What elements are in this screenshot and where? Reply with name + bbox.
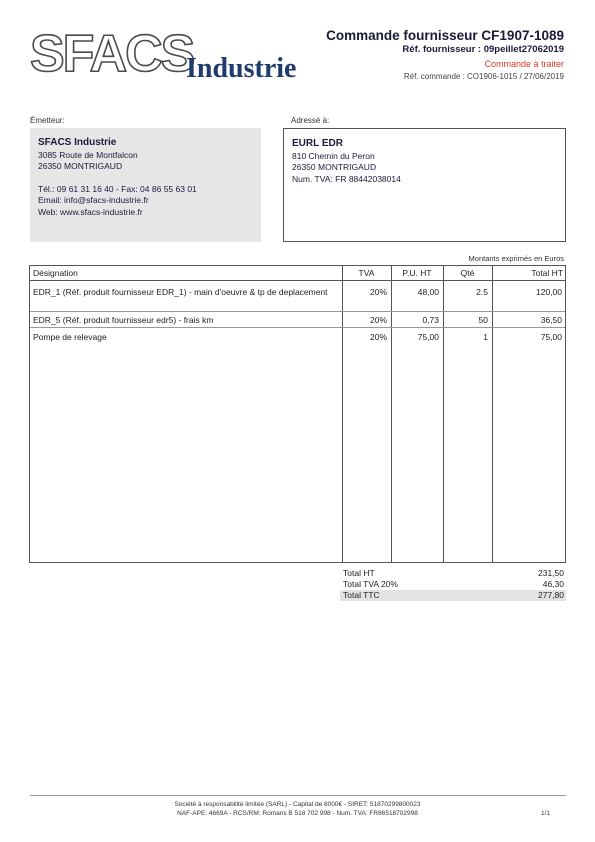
row-tva: 20% xyxy=(369,287,387,297)
order-status: Commande à traiter xyxy=(484,59,564,69)
recipient-address-line2: 26350 MONTRIGAUD xyxy=(292,162,377,172)
total-tva-row xyxy=(340,579,566,590)
row-unit-price: 48,00 xyxy=(417,287,439,297)
emitter-label: Émetteur: xyxy=(30,116,65,125)
row-designation: EDR_5 (Réf. produit fournisseur edr5) - frais km xyxy=(33,315,214,325)
total-ht-row xyxy=(340,568,566,579)
page-number: 1/1 xyxy=(540,810,550,817)
row-designation: EDR_1 (Réf. produit fournisseur EDR_1) - main d'oeuvre & tp de deplacement xyxy=(33,287,328,297)
emitter-phone-fax: Tél.: 09 61 31 16 40 - Fax: 04 86 55 63 01 xyxy=(38,183,197,194)
recipient-address-line1: 810 Chemin du Peron xyxy=(292,150,375,161)
total-ht-value: 231,50 xyxy=(538,568,564,578)
header-total: Total HT xyxy=(531,268,563,278)
row-designation: Pompe de relevage xyxy=(33,332,107,342)
row-unit-price: 75,00 xyxy=(417,332,439,342)
row-total: 36,50 xyxy=(540,315,562,325)
row-quantity: 50 xyxy=(478,315,488,325)
recipient-label: Adressé à: xyxy=(291,116,330,125)
row-tva: 20% xyxy=(369,332,387,342)
recipient-name: EURL EDR xyxy=(292,138,343,149)
footer-divider xyxy=(30,795,566,796)
recipient-box xyxy=(283,128,566,242)
emitter-email: Email: info@sfacs-industrie.fr xyxy=(38,195,149,205)
table-header xyxy=(30,266,565,281)
total-ttc-label: Total TTC xyxy=(343,590,380,600)
order-lines-table xyxy=(29,265,566,563)
order-reference: Réf. commande : CO1906-1015 / 27/06/2019 xyxy=(403,72,564,81)
total-ht-label: Total HT xyxy=(343,568,375,578)
total-ttc-value: 277,80 xyxy=(538,590,564,600)
logo-sfacs-mark: SFACS xyxy=(30,25,194,83)
currency-note: Montants exprimés en Euros xyxy=(468,254,564,263)
footer-legal-line2: NAF-APE: 4669A - RCS/RM: Romans B 518 702 998 - Num. TVA: FR86518702998 xyxy=(177,810,418,817)
emitter-address-line2: 26350 MONTRIGAUD xyxy=(38,161,123,171)
row-tva: 20% xyxy=(369,315,387,325)
total-tva-value: 46,30 xyxy=(542,579,564,589)
total-tva-label: Total TVA 20% xyxy=(343,579,398,589)
recipient-vat-number: Num. TVA: FR 88442038014 xyxy=(292,173,401,184)
document-title: Commande fournisseur CF1907-1089 xyxy=(326,28,564,43)
row-quantity: 1 xyxy=(483,332,488,342)
emitter-box xyxy=(30,128,261,242)
footer-legal-line1: Société à responsabilité limitée (SARL) - Capital de 8000€ - SIRET: 51870299800023 xyxy=(174,801,421,808)
header-unit-price: P.U. HT xyxy=(402,268,432,278)
emitter-address-line1: 3085 Route de Montfalcon xyxy=(38,149,138,160)
header-tva: TVA xyxy=(358,268,375,278)
row-total: 120,00 xyxy=(536,287,562,297)
row-quantity: 2.5 xyxy=(476,287,488,297)
row-unit-price: 0,73 xyxy=(422,315,439,325)
row-total: 75,00 xyxy=(540,332,562,342)
total-ttc-row xyxy=(340,590,566,601)
emitter-website: Web: www.sfacs-industrie.fr xyxy=(38,206,143,217)
emitter-name: SFACS Industrie xyxy=(38,137,117,148)
header-quantity: Qté xyxy=(460,268,475,278)
header-designation: Désignation xyxy=(33,268,78,278)
logo-industrie-text: Industrie xyxy=(186,53,297,84)
supplier-reference: Réf. fournisseur : 09peillet27062019 xyxy=(402,44,564,55)
